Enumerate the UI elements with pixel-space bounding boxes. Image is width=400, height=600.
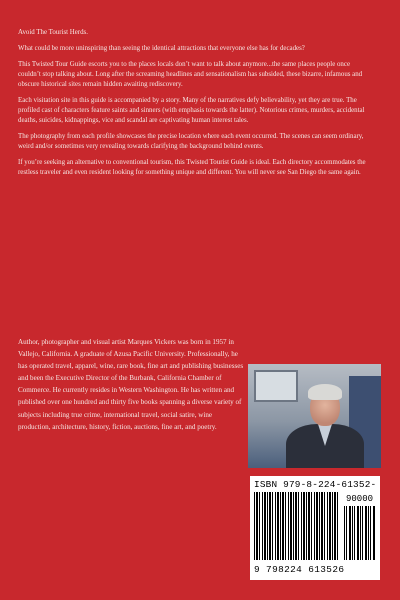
blurb-paragraph: Avoid The Tourist Herds. xyxy=(18,29,88,36)
price-barcode-bars xyxy=(344,506,376,560)
ean-number: 9 798224 613526 xyxy=(254,564,345,575)
barcode-bars xyxy=(254,492,340,560)
blurb-paragraph: If you’re seeking an alternative to conventional tourism, this Twisted Tourist Guide is ideal. Each directory accommodates the restless traveler and even resident looking for something unique and different. You will never see San Diego the same again. xyxy=(18,159,366,176)
author-bio: Author, photographer and visual artist Marques Vickers was born in 1957 in Vallejo, California. A graduate of Azusa Pacific University. Professionally, he has operated travel, apparel, wine, rare book, fine art and publishing businesses and been the Executive Director of the Burbank, California Chamber of Commerce. He currently resides in Western Washington. He has written and published over one hundred and thirty five books spanning a diverse variety of subjects including true crime, international travel, social satire, wine production, architecture, history, fiction, auctions, fine art, and poetry. xyxy=(18,338,244,431)
isbn-barcode xyxy=(250,476,380,580)
author-hair xyxy=(308,384,342,400)
blurb-paragraph: What could be more uninspiring than seeing the identical attractions that everyone else has for decades? xyxy=(18,45,305,52)
train-window xyxy=(254,370,298,402)
blurb-paragraph: This Twisted Tour Guide escorts you to the places locals don’t want to talk about anymore...the same places people once couldn’t stop talking about. Long after the screaming headlines and sensationalism has subsided, these bizarre, infamous and obscure historical sites remain hidden awaiting rediscovery. xyxy=(18,61,363,88)
blurb-paragraph: The photography from each profile showcases the precise location where each event occurred. The scenes can seem ordinary, weird and/or sometimes very revealing towards clarifying the background behind events. xyxy=(18,133,364,150)
author-photo xyxy=(248,364,381,468)
back-cover-blurb xyxy=(18,28,370,184)
price-code: 90000 xyxy=(346,494,374,504)
isbn-number: ISBN 979-8-224-61352- xyxy=(254,479,377,490)
blurb-paragraph: Each visitation site in this guide is accompanied by a story. Many of the narratives defy believability, yet they are true. The profiled cast of characters feature saints and sinners (with emphasis towards the latter). Notorious crimes, murders, accidental deaths, suicides, kidnappings, vice and scandal are captivating human interest tales. xyxy=(18,97,365,124)
